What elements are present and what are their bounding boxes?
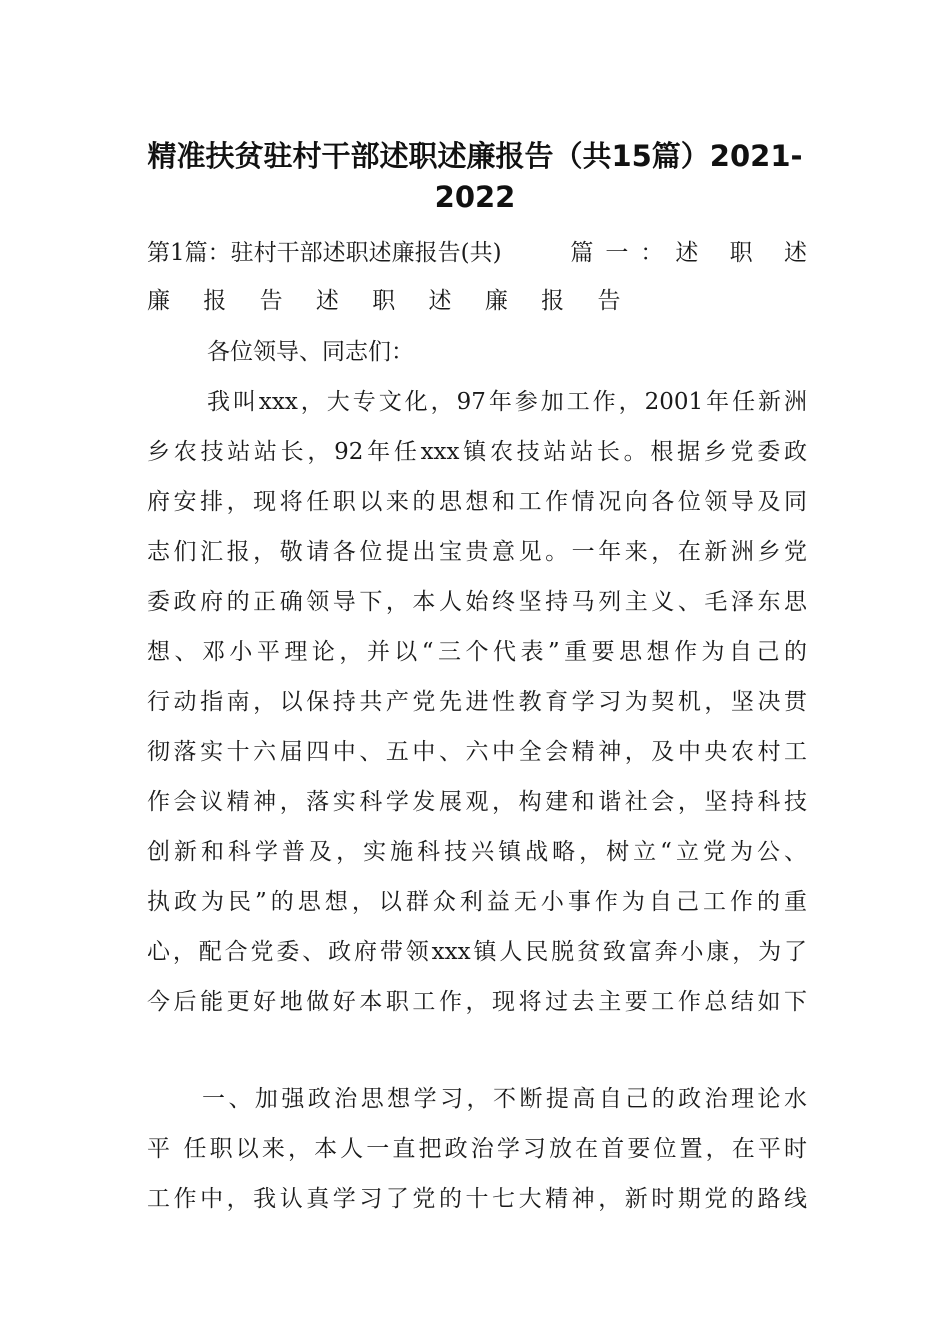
paragraph-line: 作会议精神，落实科学发展观，构建和谐社会，坚持科技 <box>147 789 807 815</box>
document-title-line-2: 2022 <box>434 180 516 214</box>
greeting: 各位领导、同志们： <box>207 339 414 365</box>
paragraph-line: 执政为民”的思想，以群众利益无小事作为自己工作的重 <box>147 889 807 915</box>
paragraph-line: 创新和科学普及，实施科技兴镇战略，树立“立党为公、 <box>147 839 807 865</box>
paragraph-line: 工作中，我认真学习了党的十七大精神，新时期党的路线 <box>147 1186 807 1212</box>
paragraph-line: 心，配合党委、政府带领xxx镇人民脱贫致富奔小康，为了 <box>147 939 807 965</box>
document-title-line-1: 精准扶贫驻村干部述职述廉报告（共15篇）2021- <box>147 139 803 173</box>
paragraph-line: 志们汇报，敬请各位提出宝贵意见。一年来，在新洲乡党 <box>147 539 807 565</box>
paragraph-line: 平 任职以来，本人一直把政治学习放在首要位置，在平时 <box>147 1136 807 1162</box>
paragraph-line: 今后能更好地做好本职工作，现将过去主要工作总结如下 <box>147 989 807 1015</box>
paragraph-line: 委政府的正确领导下，本人始终坚持马列主义、毛泽东思 <box>147 589 807 615</box>
paragraph-line: 彻落实十六届四中、五中、六中全会精神，及中央农村工 <box>147 739 807 765</box>
chapter-heading-continuation: 廉 报 告 述 职 述 廉 报 告 <box>147 288 634 314</box>
paragraph-line: 一、加强政治思想学习，不断提高自己的政治理论水 <box>202 1086 807 1112</box>
chapter-heading-right: 篇一：述 职 述 <box>570 240 819 266</box>
chapter-heading-left: 第1篇：驻村干部述职述廉报告(共) <box>147 240 502 266</box>
paragraph-line: 府安排，现将任职以来的思想和工作情况向各位领导及同 <box>147 489 807 515</box>
paragraph-line: 想、邓小平理论，并以“三个代表”重要思想作为自己的 <box>147 639 807 665</box>
paragraph-line: 乡农技站站长，92年任xxx镇农技站站长。根据乡党委政 <box>147 439 807 465</box>
paragraph-line: 行动指南，以保持共产党先进性教育学习为契机，坚决贯 <box>147 689 807 715</box>
paragraph-line: 我叫xxx，大专文化，97年参加工作，2001年任新洲 <box>207 389 807 415</box>
